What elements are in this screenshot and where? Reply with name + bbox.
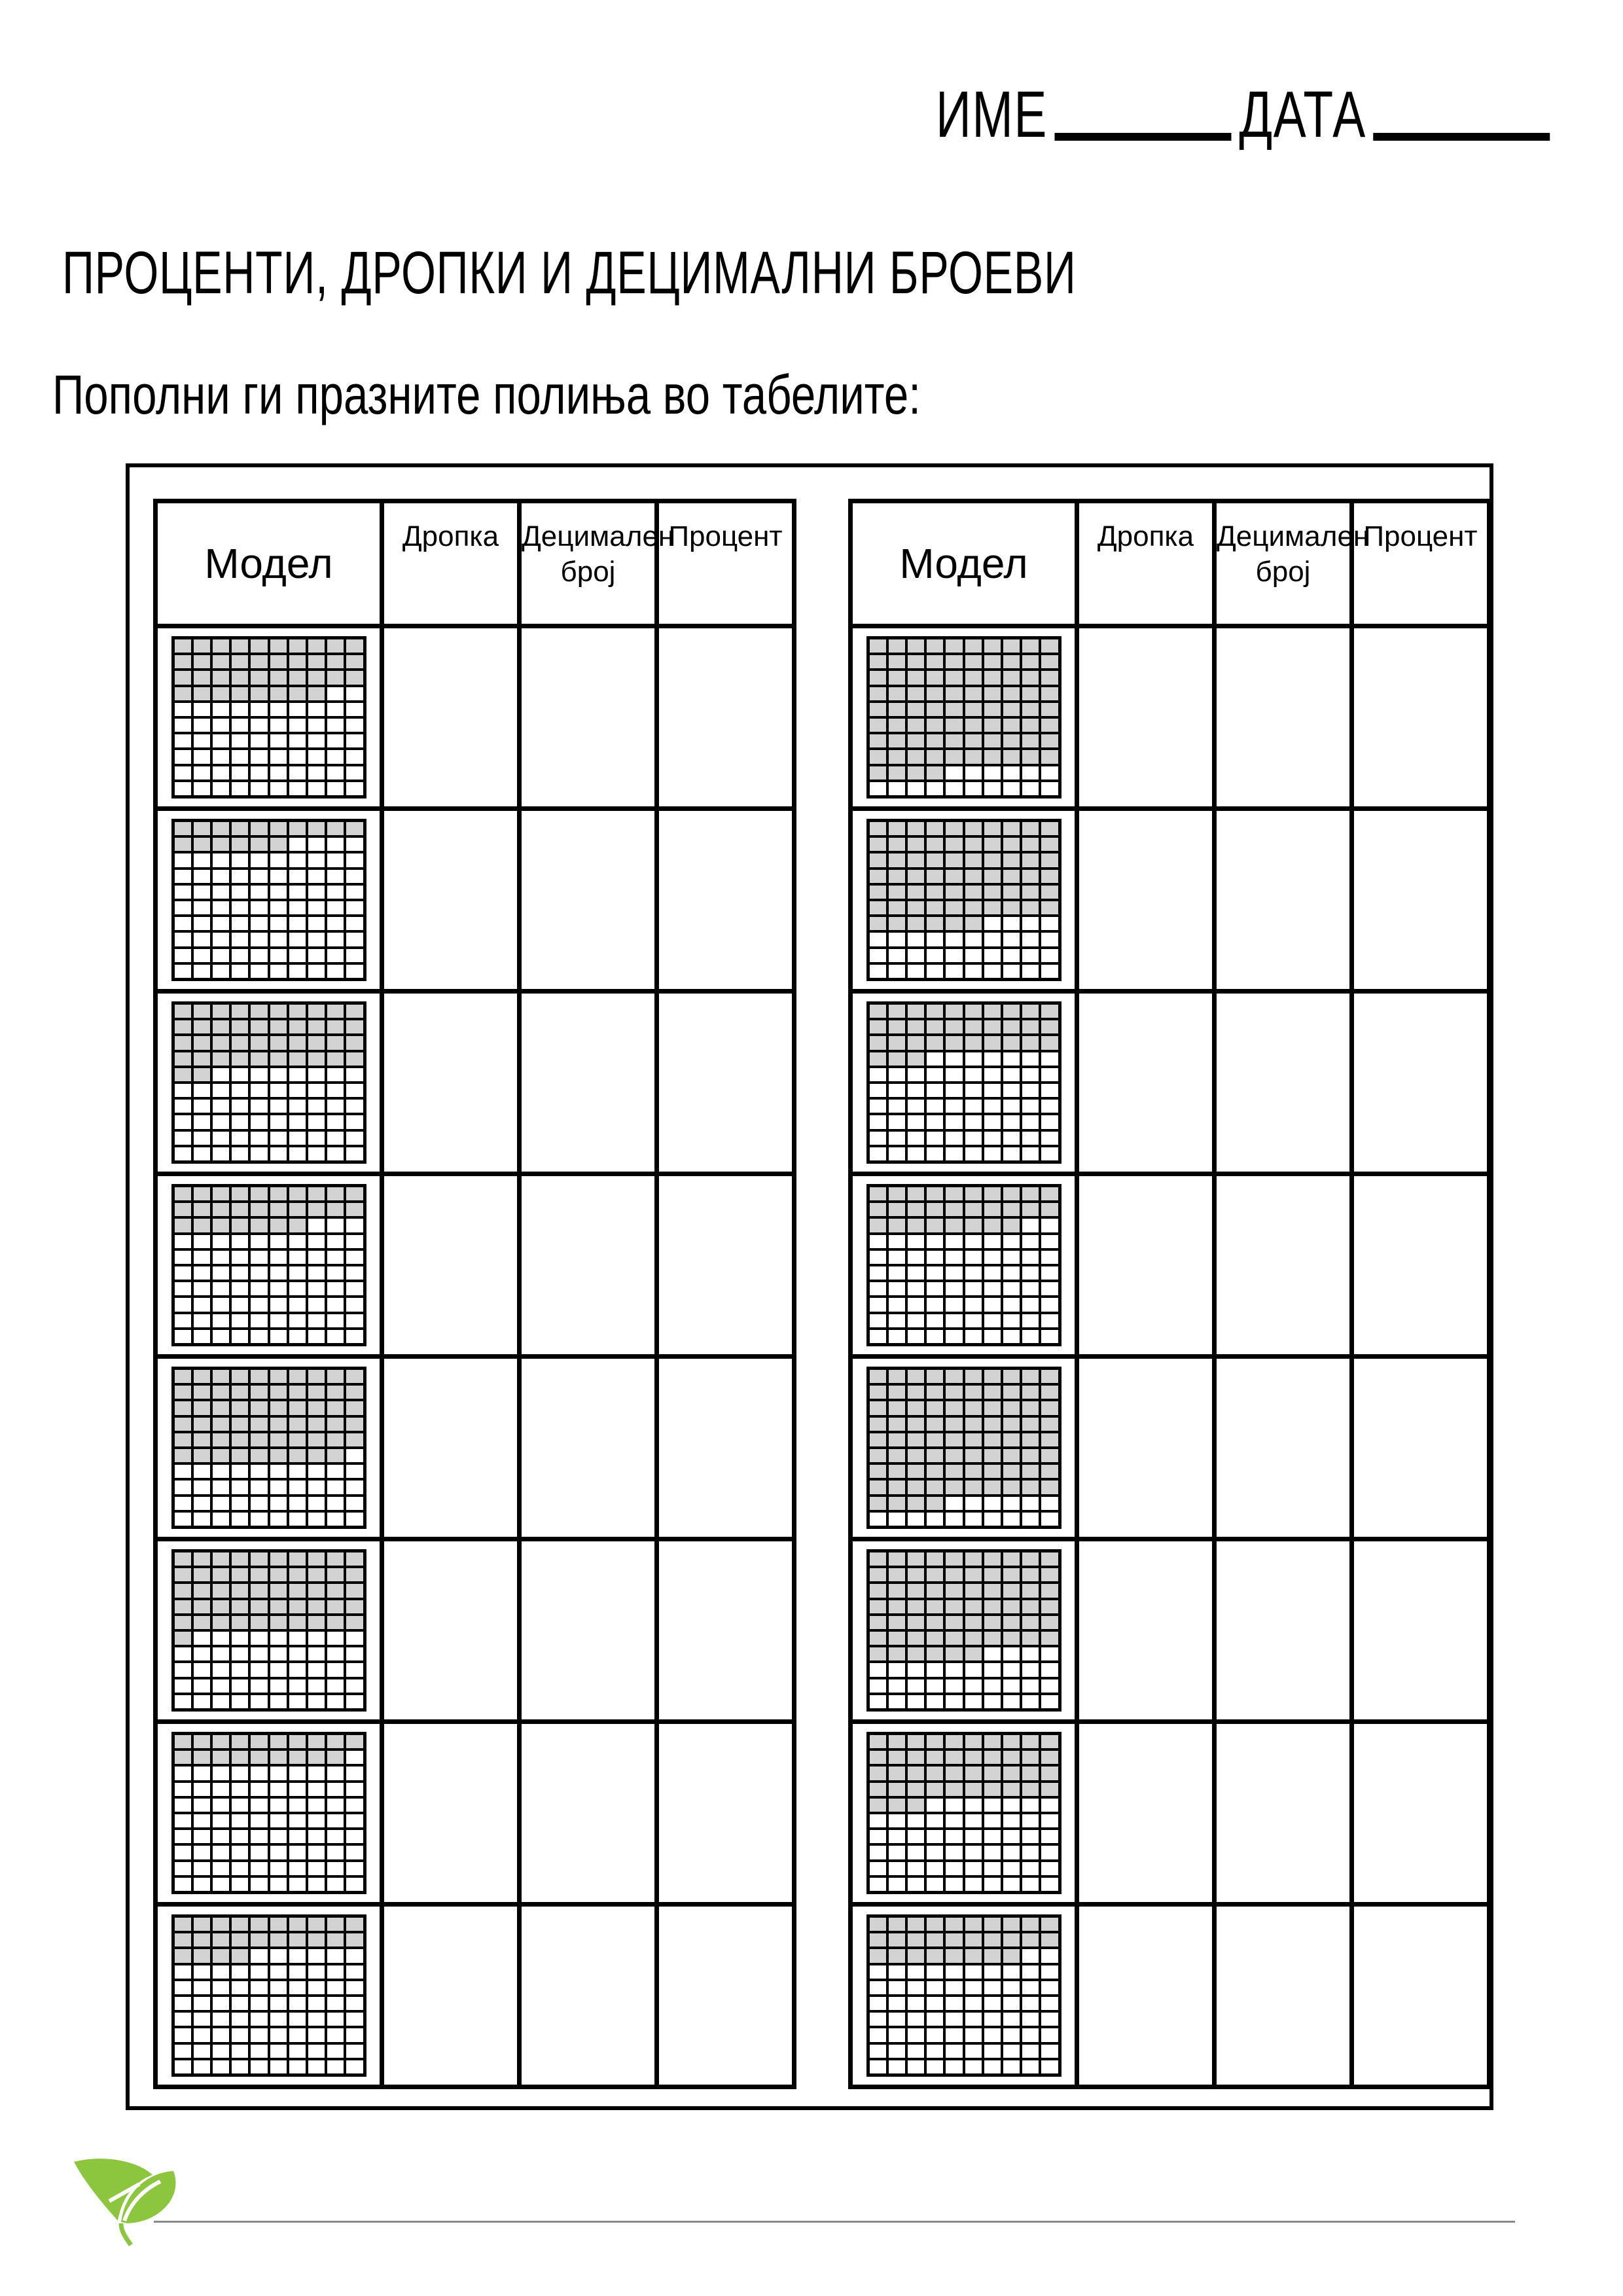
percent-answer-cell[interactable] <box>1352 992 1489 1174</box>
hundred-grid-model <box>156 1722 382 1905</box>
fraction-answer-cell[interactable] <box>382 992 520 1174</box>
hundred-grid-model <box>156 809 382 992</box>
table-row <box>851 626 1489 809</box>
fraction-answer-cell[interactable] <box>382 1722 520 1905</box>
hundred-grid-model <box>851 809 1077 992</box>
table-row <box>156 626 794 809</box>
hundred-grid-model <box>851 1722 1077 1905</box>
hundred-grid <box>866 1184 1061 1346</box>
fraction-answer-cell[interactable] <box>382 1357 520 1539</box>
percent-answer-cell[interactable] <box>1352 1174 1489 1357</box>
hundred-grid-model <box>851 992 1077 1174</box>
table-row <box>851 1905 1489 2087</box>
percent-answer-cell[interactable] <box>1352 626 1489 809</box>
hundred-grid <box>171 636 366 798</box>
table-header-row <box>156 501 794 626</box>
table-row <box>851 992 1489 1174</box>
hundred-grid-model <box>851 1905 1077 2087</box>
fraction-answer-cell[interactable] <box>382 809 520 992</box>
table-row <box>851 1539 1489 1722</box>
percent-answer-cell[interactable] <box>657 626 794 809</box>
table-row <box>156 1174 794 1357</box>
table-body <box>851 626 1489 2087</box>
percent-answer-cell[interactable] <box>657 809 794 992</box>
table-row <box>156 1357 794 1539</box>
hundred-grid-model <box>851 1357 1077 1539</box>
hundred-grid <box>171 1184 366 1346</box>
table-row <box>156 992 794 1174</box>
hundred-grid-model <box>851 1174 1077 1357</box>
name-date-header <box>936 77 1558 152</box>
hundred-grid-model <box>156 1539 382 1722</box>
fraction-answer-cell[interactable] <box>1077 1357 1215 1539</box>
name-blank-field[interactable] <box>1054 133 1231 141</box>
worksheet-table-right <box>848 499 1491 2089</box>
hundred-grid <box>171 1914 366 2077</box>
decimal-answer-cell[interactable] <box>1215 1722 1352 1905</box>
percent-answer-cell[interactable] <box>1352 1357 1489 1539</box>
table-row <box>851 1357 1489 1539</box>
column-header-percent: Процент <box>1352 501 1489 626</box>
percent-answer-cell[interactable] <box>1352 1905 1489 2087</box>
name-label: ИМЕ <box>936 78 1048 151</box>
fraction-answer-cell[interactable] <box>382 626 520 809</box>
decimal-answer-cell[interactable] <box>1215 992 1352 1174</box>
fraction-answer-cell[interactable] <box>382 1905 520 2087</box>
fraction-answer-cell[interactable] <box>1077 1174 1215 1357</box>
date-label: ДАТА <box>1239 78 1366 151</box>
decimal-answer-cell[interactable] <box>520 1357 657 1539</box>
instructions: Пополни ги празните полиња во табелите: <box>52 364 921 425</box>
hundred-grid-model <box>156 626 382 809</box>
decimal-answer-cell[interactable] <box>520 1539 657 1722</box>
fraction-answer-cell[interactable] <box>1077 626 1215 809</box>
percent-answer-cell[interactable] <box>657 1905 794 2087</box>
hundred-grid <box>171 819 366 981</box>
percent-answer-cell[interactable] <box>1352 1539 1489 1722</box>
table-row <box>851 1722 1489 1905</box>
hundred-grid <box>866 1001 1061 1164</box>
fraction-answer-cell[interactable] <box>1077 1722 1215 1905</box>
table-body <box>156 626 794 2087</box>
decimal-answer-cell[interactable] <box>520 992 657 1174</box>
hundred-grid-model <box>851 626 1077 809</box>
page-title: ПРОЦЕНТИ, ДРОПКИ И ДЕЦИМАЛНИ БРОЕВИ <box>62 240 1077 306</box>
column-header-model: Модел <box>156 501 382 626</box>
table-row <box>156 1905 794 2087</box>
decimal-answer-cell[interactable] <box>520 809 657 992</box>
decimal-answer-cell[interactable] <box>520 626 657 809</box>
hundred-grid-model <box>156 1174 382 1357</box>
fraction-answer-cell[interactable] <box>1077 992 1215 1174</box>
decimal-answer-cell[interactable] <box>1215 1905 1352 2087</box>
percent-answer-cell[interactable] <box>657 1722 794 1905</box>
hundred-grid <box>171 1001 366 1164</box>
footer-divider <box>154 2221 1515 2223</box>
table-row <box>156 809 794 992</box>
hundred-grid-model <box>156 1357 382 1539</box>
hundred-grid-model <box>156 1905 382 2087</box>
column-header-model: Модел <box>851 501 1077 626</box>
hundred-grid <box>866 1367 1061 1529</box>
hundred-grid-model <box>156 992 382 1174</box>
decimal-answer-cell[interactable] <box>1215 1539 1352 1722</box>
column-header-decimal: Децимален број <box>1215 501 1352 626</box>
decimal-answer-cell[interactable] <box>1215 626 1352 809</box>
date-blank-field[interactable] <box>1373 133 1550 141</box>
table-row <box>851 809 1489 992</box>
hundred-grid <box>866 1549 1061 1712</box>
fraction-answer-cell[interactable] <box>382 1174 520 1357</box>
decimal-answer-cell[interactable] <box>1215 809 1352 992</box>
percent-answer-cell[interactable] <box>1352 809 1489 992</box>
fraction-answer-cell[interactable] <box>1077 1539 1215 1722</box>
worksheet-table-left <box>153 499 796 2089</box>
fraction-answer-cell[interactable] <box>1077 809 1215 992</box>
decimal-answer-cell[interactable] <box>1215 1357 1352 1539</box>
decimal-answer-cell[interactable] <box>520 1905 657 2087</box>
percent-answer-cell[interactable] <box>657 1357 794 1539</box>
decimal-answer-cell[interactable] <box>1215 1174 1352 1357</box>
column-header-fraction: Дропка <box>382 501 520 626</box>
fraction-answer-cell[interactable] <box>1077 1905 1215 2087</box>
column-header-fraction: Дропка <box>1077 501 1215 626</box>
hundred-grid <box>866 1914 1061 2077</box>
table-row <box>156 1722 794 1905</box>
decimal-answer-cell[interactable] <box>520 1722 657 1905</box>
hundred-grid <box>171 1549 366 1712</box>
hundred-grid <box>171 1367 366 1529</box>
leaf-logo-icon <box>69 2150 187 2251</box>
percent-answer-cell[interactable] <box>1352 1722 1489 1905</box>
hundred-grid <box>866 819 1061 981</box>
percent-answer-cell[interactable] <box>657 1174 794 1357</box>
column-header-percent: Процент <box>657 501 794 626</box>
hundred-grid <box>866 1732 1061 1894</box>
hundred-grid <box>171 1732 366 1894</box>
decimal-answer-cell[interactable] <box>520 1174 657 1357</box>
percent-answer-cell[interactable] <box>657 1539 794 1722</box>
column-header-decimal: Децимален број <box>520 501 657 626</box>
fraction-answer-cell[interactable] <box>382 1539 520 1722</box>
table-header-row <box>851 501 1489 626</box>
hundred-grid-model <box>851 1539 1077 1722</box>
table-row <box>156 1539 794 1722</box>
table-row <box>851 1174 1489 1357</box>
percent-answer-cell[interactable] <box>657 992 794 1174</box>
hundred-grid <box>866 636 1061 798</box>
